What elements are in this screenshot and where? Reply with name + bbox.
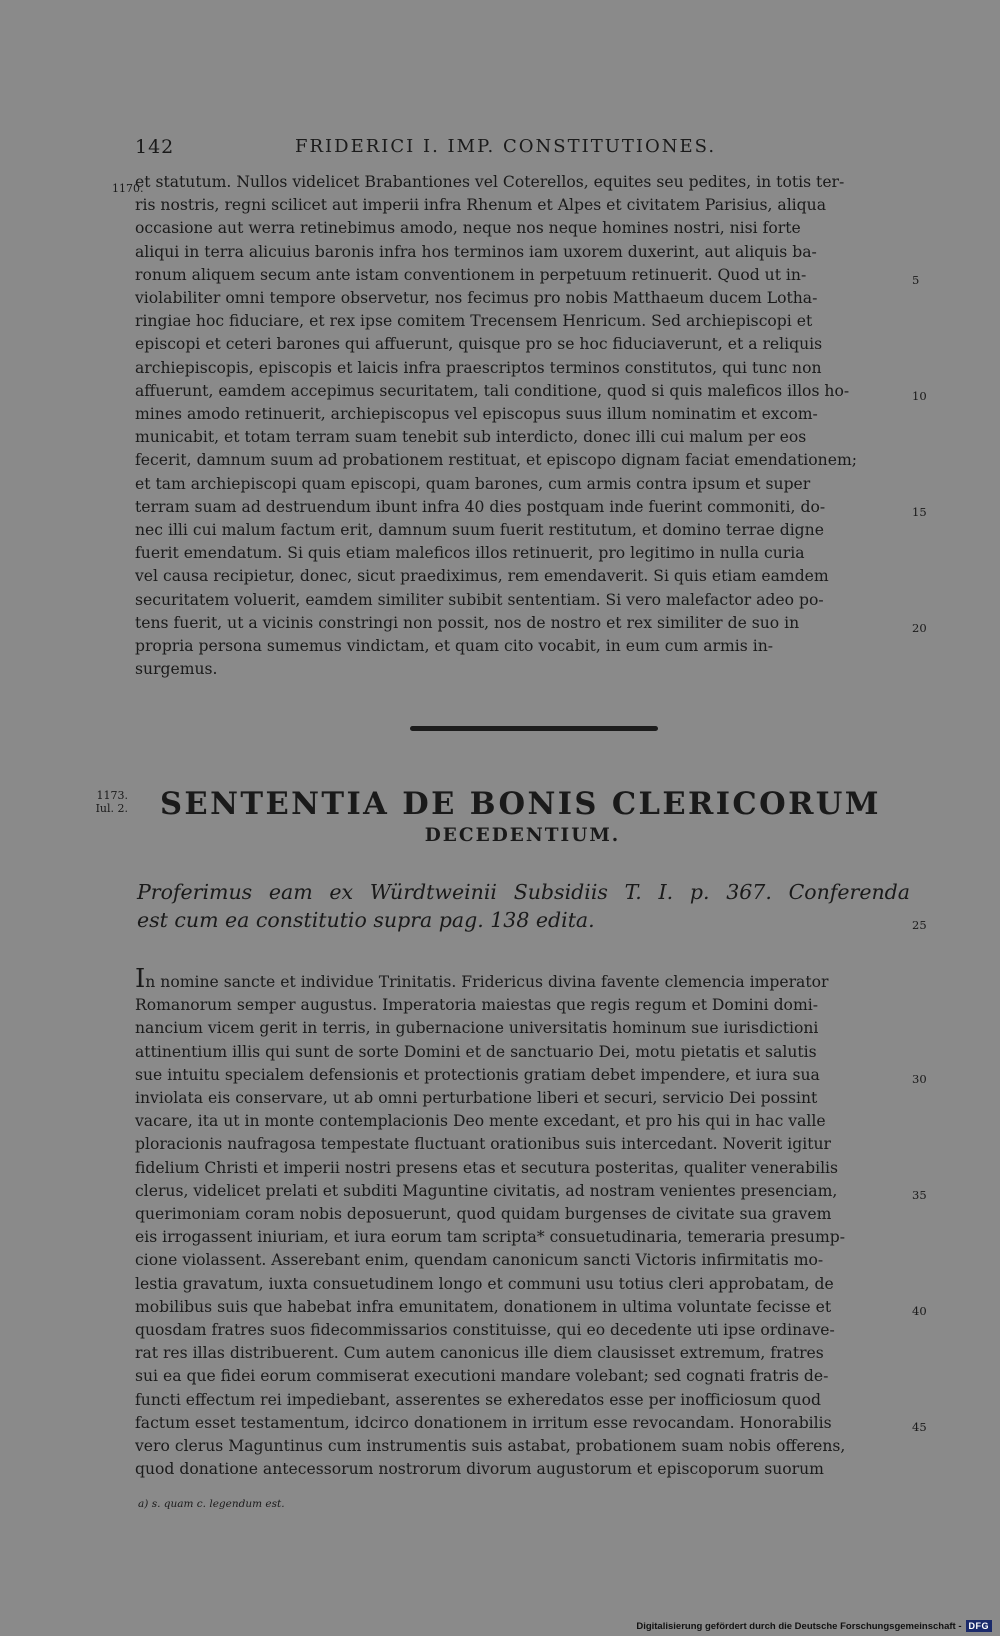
credit-text: Digitalisierung gefördert durch die Deutsche Forschungsgemeinschaft -: [636, 1620, 962, 1632]
margin-year-1170: 1170.: [112, 182, 144, 195]
section-subtitle: DECEDENTIUM.: [424, 825, 621, 846]
charter-paragraph-1: et statutum. Nullos videlicet Brabantiones vel Coterellos, equites seu pedites, in totis ter- ris nostris, regni scilicet aut imperii infra Rhenum et Alpes et civitatem Parisius, aliqua occasione aut werra retinebimus amodo, neque nos neque homines nostri, nisi forte aliqui in terra alicuius baronis infra hos terminos iam uxorem duxerint, aut aliquis ba- ronum aliquem secum ante istam conventionem in perpetuum retinuerit. Quod ut in- violabiliter omni tempore observetur, nos fecimus pro nobis Matthaeum ducem Lotha- ringiae hoc fiduciare, et rex ipse comitem Trecensem Henricum. Sed archiepiscopi et episcopi et ceteri barones qui affuerunt, quisque pro se hoc fiduciaverunt, et a reliquis archiepiscopis, episcopis et laicis infra praescriptos terminos constitutos, qui tunc non affuerunt, eamdem accepimus securitatem, tali conditione, quod si quis maleficos illos ho- mines amodo retinuerit, archiepiscopus vel episcopus suus illum nominatim et excom- municabit, et totam terram suam tenebit sub interdicto, donec illi cui malum per eos fecerit, damnum suum ad probationem restituat, et episcopo dignam faciat emendationem; et tam archiepiscopi quam episcopi, quam barones, cum armis contra ipsum et super terram suam ad destruendum ibunt infra 40 dies postquam inde fuerint commoniti, do- nec illi cui malum factum erit, damnum suum fuerit restitutum, et domino terrae digne fuerit emendatum. Si quis etiam maleficos illos retinuerit, pro legitimo in nulla curia vel causa recipietur, donec, sicut praediximus, rem emendaverit. Si quis etiam eamdem securitatem voluerit, eamdem similiter subibit sententiam. Si vero malefactor adeo po- tens fuerit, ut a vicinis constringi non possit, nos de nostro et rex similiter de suo in propria persona sumemus vindictam, et quam cito vocabit, in eum cum armis in- surgemus.: [135, 173, 857, 679]
page-header: [135, 136, 910, 164]
dfg-logo-icon: DFG: [966, 1620, 993, 1632]
margin-year: 1173.: [96, 789, 128, 802]
footnote: a) s. quam c. legendum est.: [138, 1498, 285, 1510]
running-title: FRIDERICI I. IMP. CONSTITUTIONES.: [295, 136, 717, 157]
margin-date: Iul. 2.: [95, 802, 128, 815]
line-number: 40: [912, 1304, 927, 1318]
charter-paragraph-2-text: n nomine sancte et individue Trinitatis. Fridericus divina favente clemencia imperator Romanorum semper augustus. Imperatoria maiestas que regis regum et Domini domi- nancium vicem gerit in terris, in gubernacione universitatis hominum sue iurisdictioni attinentium illis qui sunt de sorte Domini et de sanctuario Dei, motu pietatis et salutis sue intuitu specialem defensionis et protectionis gratiam debet impendere, et iura sua inviolata eis conservare, ut ab omni perturbatione liberi et securi, servicio Dei possint vacare, ita ut in monte contemplacionis Deo mente excedant, et pro his qui in hac valle ploracionis naufragosa tempestate fluctuant orationibus suis intercedant. Noverit igitur fidelium Christi et imperii nostri presens etas et secutura posteritas, qualiter venerabilis clerus, videlicet prelati et subditi Maguntine civitatis, ad nostram venientes presenciam, querimoniam coram nobis deposuerunt, quod quidam burgenses de civitate sua gravem eis irrogassent iniuriam, et iura eorum tam scripta* consuetudinaria, temeraria presump- cione violassent. Asserebant enim, quendam canonicum sancti Victoris infirmitatis mo- lestia gravatum, iuxta consuetudinem longo et communi usu totius cleri approbatam, de mobilibus suis que habebat infra emunitatem, donationem in ultima voluntate fecisse et quosdam fratres suos fidecommissarios constituisse, qui eo decedente uti ipse ordinave- rat res illas distribuerent. Cum autem canonicus ille diem clausisset extremum, fratres sui ea que fidei eorum commiserat executioni mandare volebant; sed cognati fratris de- functi effectum rei impediebant, asserentes se exheredatos esse per inofficiosum quod factum esset testamentum, idcirco donationem in irritum esse revocandam. Honorabilis vero clerus Maguntinus cum instrumentis suis astabat, probationem suam nobis offerens, quod donatione antecessorum nostrorum divorum augustorum et episcoporum suorum: [135, 973, 846, 1479]
intro-line-1: Proferimus eam ex Würdtweinii Subsidiis T. I. p. 367. Conferenda: [137, 880, 910, 904]
section-title: SENTENTIA DE BONIS CLERICORUM: [160, 786, 881, 822]
charter-text-block-1: [135, 171, 910, 681]
editorial-intro: [137, 878, 910, 934]
intro-line-2: est cum ea constitutio supra pag. 138 edita.: [137, 908, 595, 932]
line-number: 10: [912, 389, 927, 403]
charter-paragraph-2: [135, 964, 910, 1481]
charter-text-block-2: [135, 964, 910, 1481]
initial-letter: I: [135, 964, 146, 994]
line-number: 30: [912, 1072, 927, 1086]
line-number: 25: [912, 918, 927, 932]
line-number: 20: [912, 621, 927, 635]
line-number: 35: [912, 1188, 927, 1202]
section-separator-rule: [410, 726, 658, 731]
margin-year-1173: [92, 789, 128, 815]
page-number: 142: [135, 136, 175, 158]
digitization-credit: [636, 1618, 992, 1634]
line-number: 15: [912, 505, 927, 519]
line-number: 45: [912, 1420, 927, 1434]
line-number: 5: [912, 273, 920, 287]
